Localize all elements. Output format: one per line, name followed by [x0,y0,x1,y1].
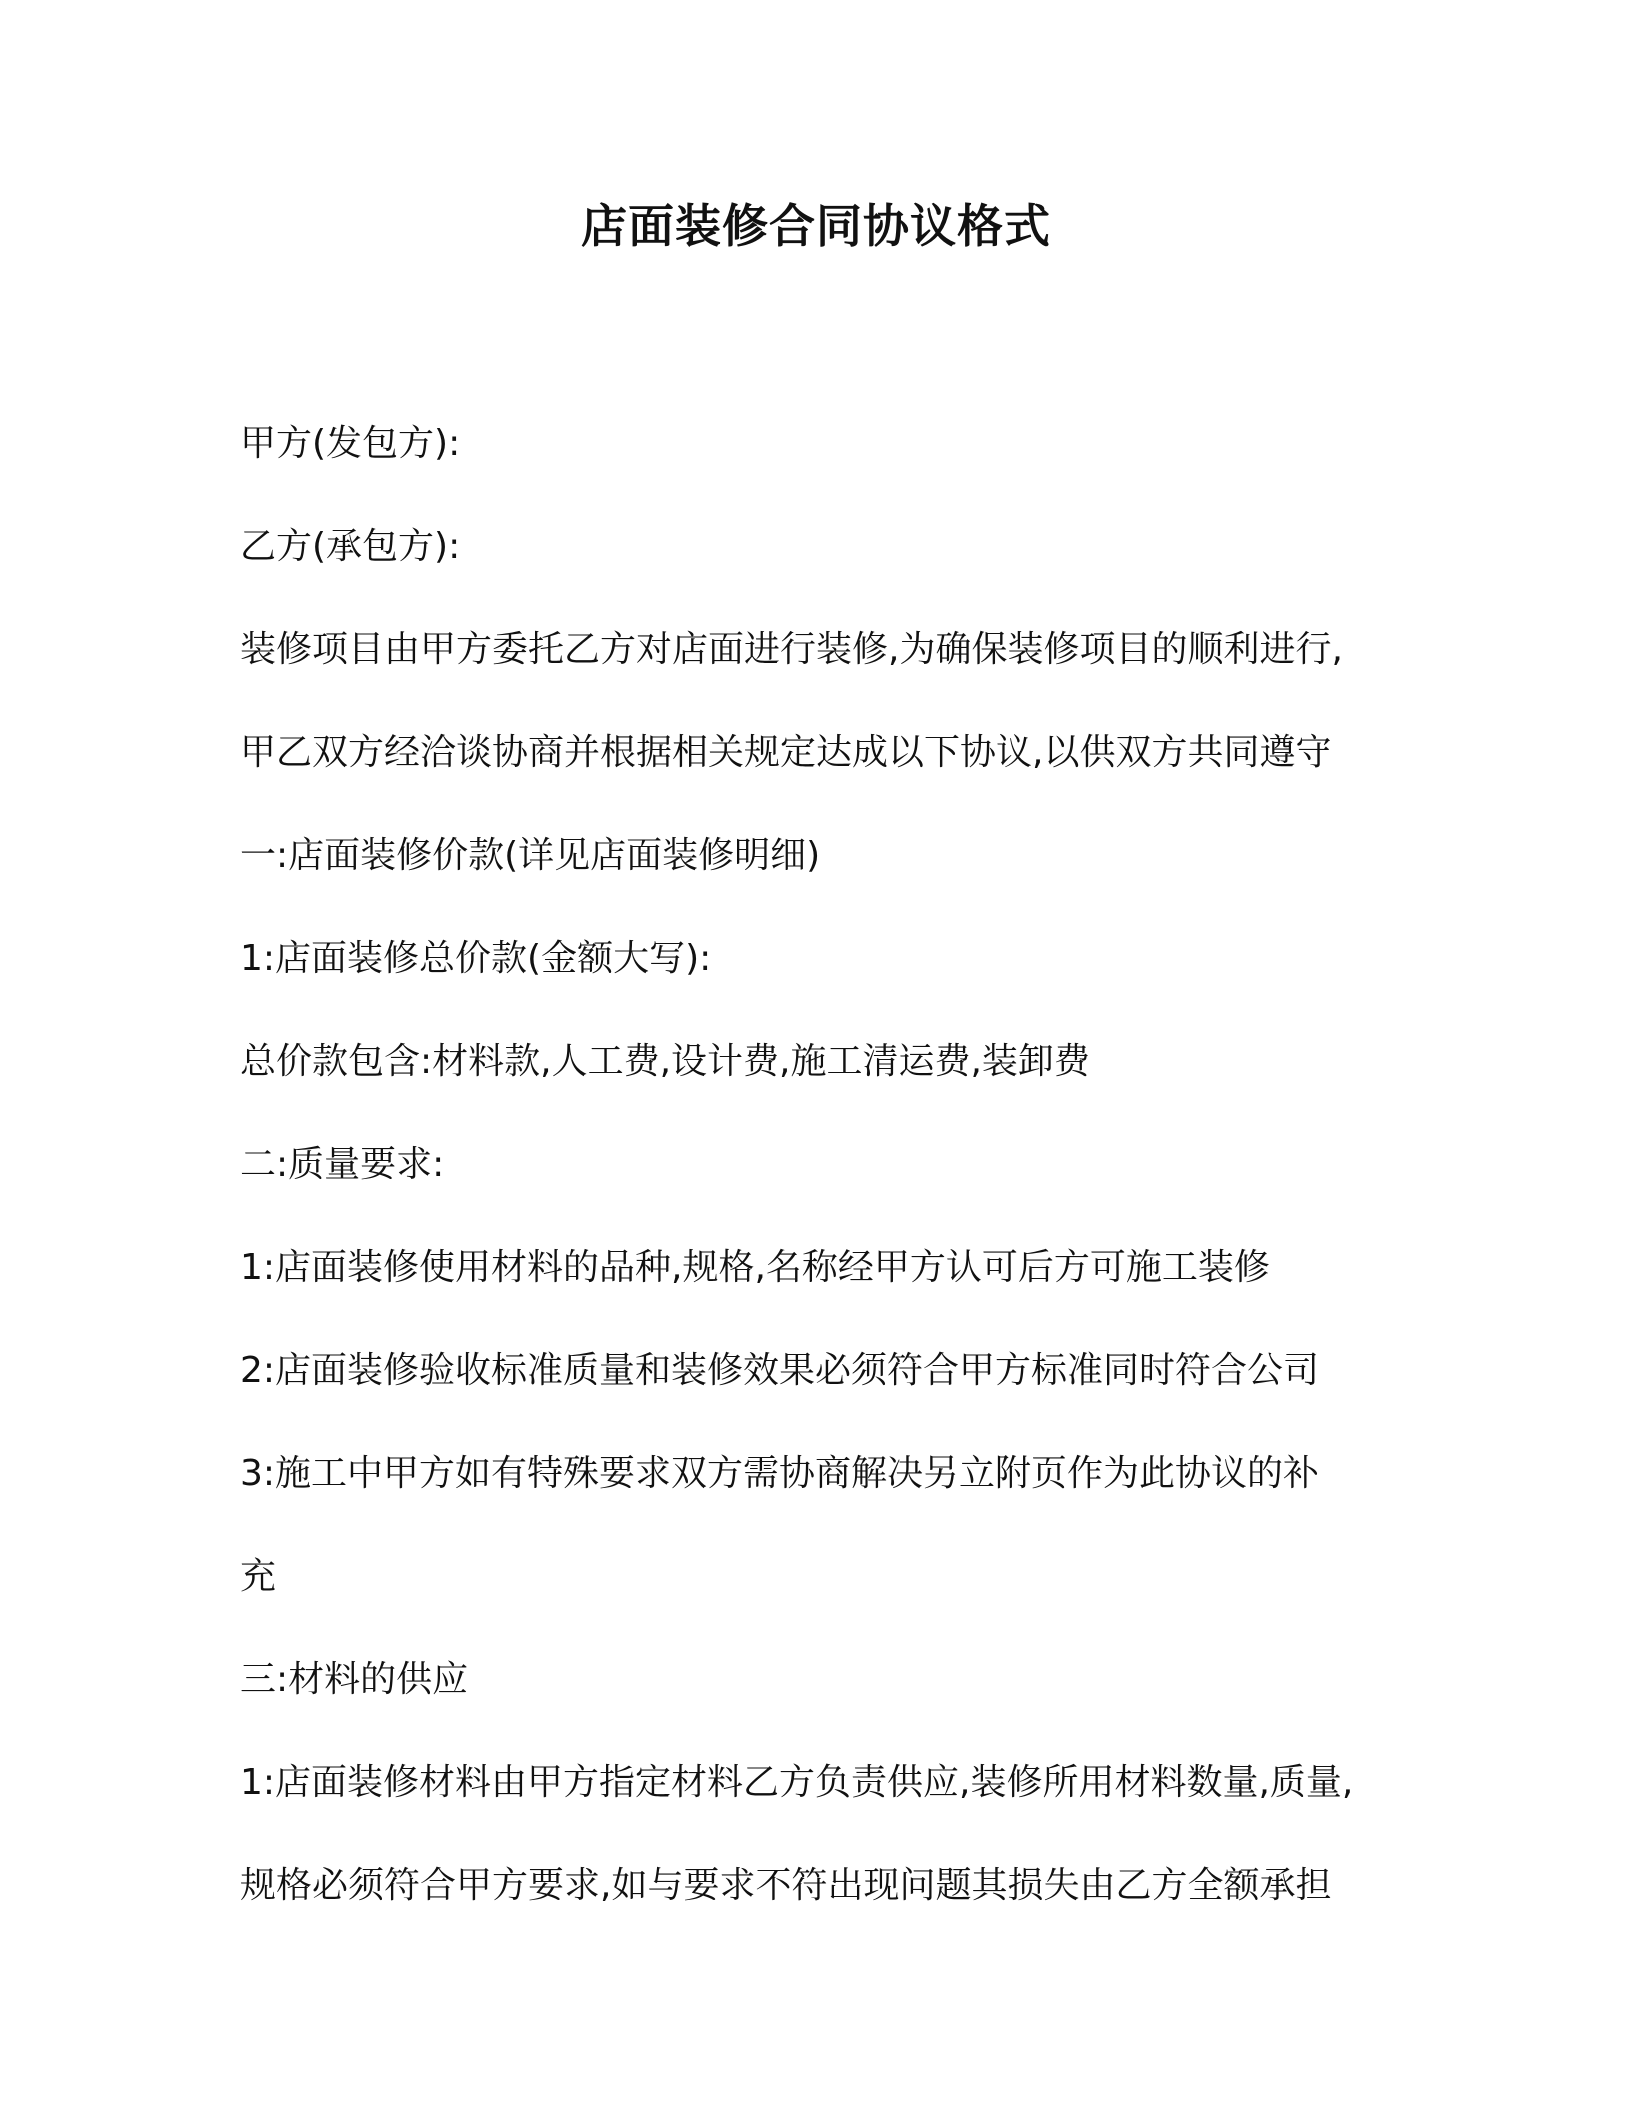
text-line: 规格必须符合甲方要求,如与要求不符出现问题其损失由乙方全额承担 [240,1865,1332,1906]
section-heading-price [240,830,1390,881]
paragraph-intro [240,624,1390,778]
text-line: 乙方(承包方): [240,526,461,567]
text-line: 三:材料的供应 [240,1659,469,1700]
text-line: 2:店面装修验收标准质量和装修效果必须符合甲方标准同时符合公司 [240,1350,1320,1391]
paragraph-quality-3 [240,1448,1390,1602]
text-line: 装修项目由甲方委托乙方对店面进行装修,为确保装修项目的顺利进行, [240,629,1343,670]
text-line: 充 [240,1556,277,1597]
text-line: 总价款包含:材料款,人工费,设计费,施工清运费,装卸费 [240,1041,1090,1082]
text-line: 甲方(发包方): [240,423,461,464]
text-line: 1:店面装修材料由甲方指定材料乙方负责供应,装修所用材料数量,质量, [240,1762,1354,1803]
document-title: 店面装修合同协议格式 [581,199,1051,253]
paragraph-price-includes [240,1036,1390,1087]
text-line: 一:店面装修价款(详见店面装修明细) [240,835,821,876]
text-line: 1:店面装修总价款(金额大写): [240,938,712,979]
paragraph-quality-2 [240,1345,1390,1396]
paragraph-party-a [240,418,1390,469]
paragraph-total-price [240,933,1390,984]
paragraph-materials-1 [240,1757,1390,1911]
text-line: 甲乙双方经洽谈协商并根据相关规定达成以下协议,以供双方共同遵守 [240,732,1332,773]
text-line: 二:质量要求: [240,1144,445,1185]
text-line: 1:店面装修使用材料的品种,规格,名称经甲方认可后方可施工装修 [240,1247,1270,1288]
paragraph-party-b [240,521,1390,572]
section-heading-quality [240,1139,1390,1190]
text-line: 3:施工中甲方如有特殊要求双方需协商解决另立附页作为此协议的补 [240,1453,1320,1494]
document-body [240,418,1390,1963]
paragraph-quality-1 [240,1242,1390,1293]
section-heading-materials [240,1654,1390,1705]
